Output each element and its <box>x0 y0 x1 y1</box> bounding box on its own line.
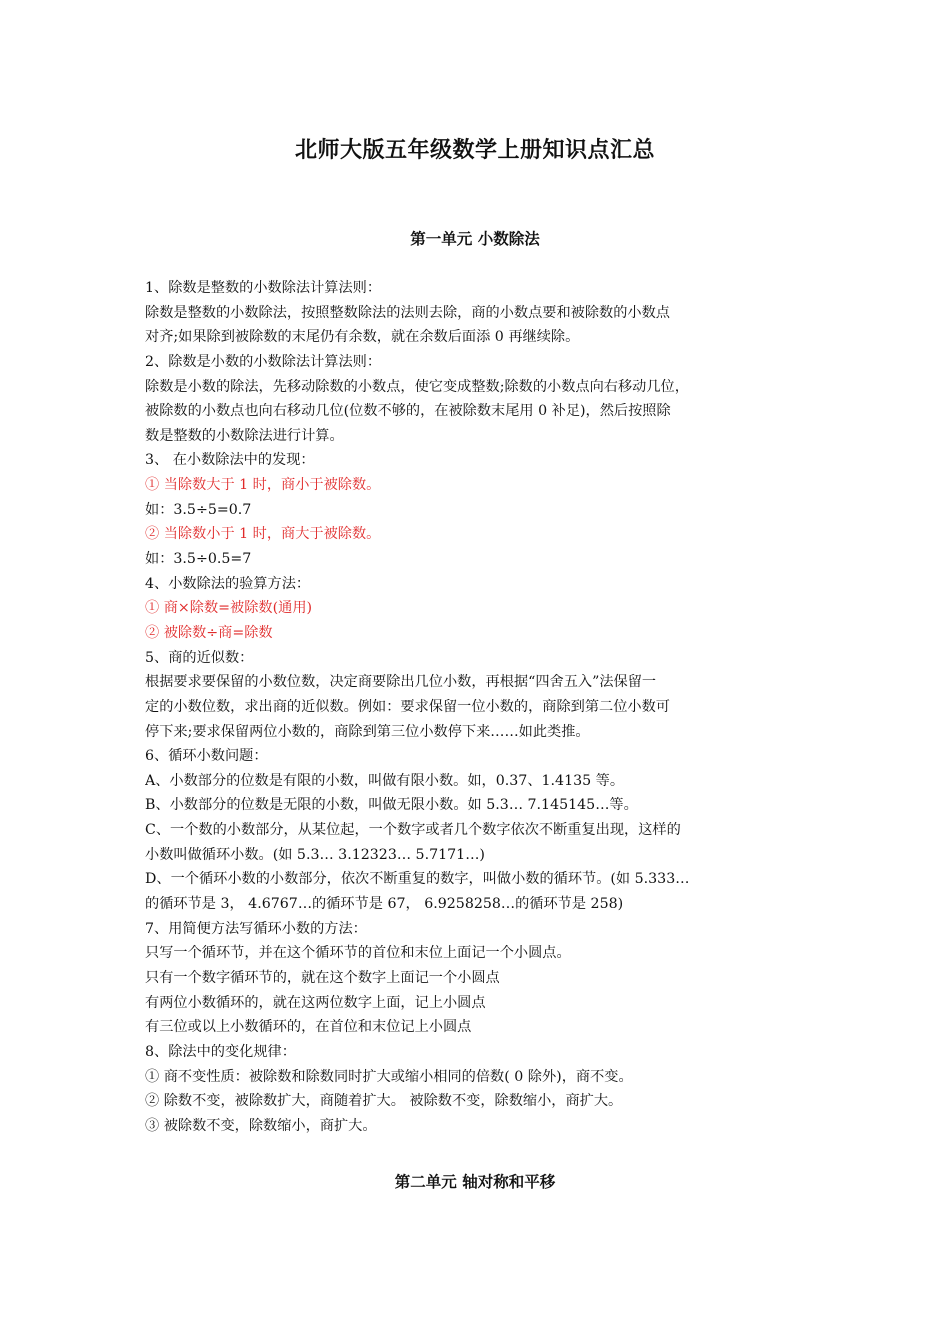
unit-1-heading: 第一单元 小数除法 <box>410 230 540 248</box>
body-line: 被除数的小数点也向右移动几位(位数不够的，在被除数末尾用 0 补足)，然后按照除 <box>145 403 671 420</box>
body-line: 只有一个数字循环节的，就在这个数字上面记一个小圆点 <box>145 969 500 986</box>
body-line: 数是整数的小数除法进行计算。 <box>145 427 344 444</box>
body-line: 4、小数除法的验算方法： <box>145 575 311 592</box>
body-line: ③ 被除数不变，除数缩小，商扩大。 <box>145 1117 377 1134</box>
body-line: ① 商不变性质：被除数和除数同时扩大或缩小相同的倍数( 0 除外)，商不变。 <box>145 1068 633 1085</box>
body-line: 1、除数是整数的小数除法计算法则： <box>145 280 382 296</box>
unit-1-body <box>145 276 815 1138</box>
body-line: ② 当除数小于 1 时，商大于被除数。 <box>145 526 381 543</box>
body-line: 除数是整数的小数除法，按照整数除法的法则去除，商的小数点要和被除数的小数点 <box>145 304 670 321</box>
body-line: 6、循环小数问题： <box>145 748 268 765</box>
body-line: 根据要求要保留的小数位数，决定商要除出几位小数，再根据“四舍五入”法保留一 <box>145 674 657 691</box>
body-line: 有三位或以上小数循环的，在首位和末位记上小圆点 <box>145 1019 472 1036</box>
body-line: 8、除法中的变化规律： <box>145 1043 296 1060</box>
body-line: B、小数部分的位数是无限的小数，叫做无限小数。如 5.3… 7.145145…等。 <box>145 797 638 814</box>
body-line: ② 被除数÷商=除数 <box>145 624 273 641</box>
body-line: 5、商的近似数： <box>145 649 254 666</box>
body-line: 只写一个循环节，并在这个循环节的首位和末位上面记一个小圆点。 <box>145 945 571 962</box>
body-line: 7、用简便方法写循环小数的方法： <box>145 920 367 937</box>
body-line: 如：3.5÷0.5=7 <box>145 551 252 568</box>
body-line: 对齐;如果除到被除数的末尾仍有余数，就在余数后面添 0 再继续除。 <box>145 329 580 346</box>
body-line: 除数是小数的除法，先移动除数的小数点，使它变成整数;除数的小数点向右移动几位， <box>145 378 689 395</box>
body-line: A、小数部分的位数是有限的小数，叫做有限小数。如，0.37、1.4135 等。 <box>145 772 625 789</box>
body-line: C、一个数的小数部分，从某位起，一个数字或者几个数字依次不断重复出现，这样的 <box>145 822 681 839</box>
body-line: ① 当除数大于 1 时，商小于被除数。 <box>145 477 381 494</box>
body-line: 小数叫做循环小数。(如 5.3… 3.12323… 5.7171…) <box>145 846 485 863</box>
body-line: 如：3.5÷5=0.7 <box>145 501 252 518</box>
unit-2-heading: 第二单元 轴对称和平移 <box>394 1173 556 1191</box>
body-line: ① 商×除数=被除数(通用) <box>145 600 313 617</box>
body-line: 的循环节是 3， 4.6767…的循环节是 67， 6.9258258…的循环节是 258) <box>145 896 624 913</box>
body-line: ② 除数不变，被除数扩大，商随着扩大。 被除数不变，除数缩小，商扩大。 <box>145 1093 623 1110</box>
document-title: 北师大版五年级数学上册知识点汇总 <box>294 138 655 163</box>
body-line: 停下来;要求保留两位小数的，商除到第三位小数停下来……如此类推。 <box>145 723 590 740</box>
body-line: 定的小数位数，求出商的近似数。例如：要求保留一位小数的，商除到第二位小数可 <box>145 698 670 715</box>
body-line: 有两位小数循环的，就在这两位数字上面，记上小圆点 <box>145 994 486 1011</box>
body-line: 3、 在小数除法中的发现： <box>145 452 315 469</box>
body-line: 2、除数是小数的小数除法计算法则： <box>145 353 382 370</box>
body-line: D、一个循环小数的小数部分，依次不断重复的数字，叫做小数的循环节。(如 5.333… <box>145 871 690 888</box>
